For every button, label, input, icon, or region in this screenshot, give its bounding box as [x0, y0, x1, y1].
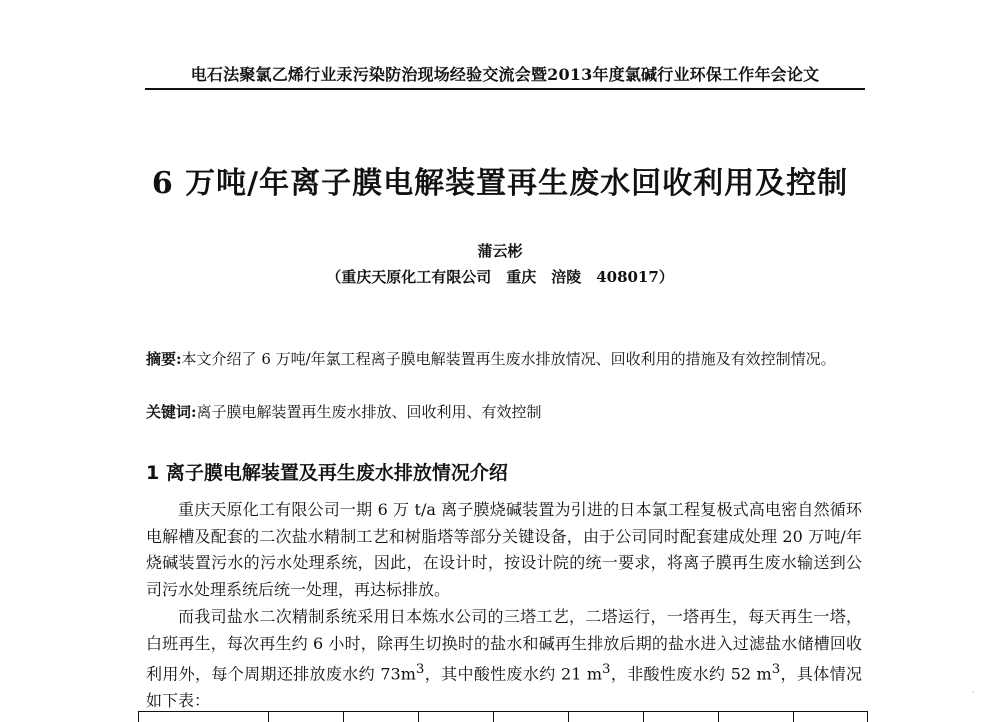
running-header: 电石法聚氯乙烯行业汞污染防治现场经验交流会暨2013年度氯碱行业环保工作年会论文	[190, 65, 820, 84]
superscript-1: 3	[415, 662, 425, 677]
table-top-edge	[138, 711, 868, 722]
abstract-text: 本文介绍了 6 万吨/年氯工程离子膜电解装置再生废水排放情况、回收利用的措施及有效控制情况。	[181, 350, 836, 368]
keywords	[146, 399, 862, 425]
superscript-3: 3	[771, 662, 781, 677]
keywords-text: 离子膜电解装置再生废水排放、回收利用、有效控制	[196, 403, 542, 421]
keywords-label: 关键词:	[146, 403, 197, 421]
abstract	[146, 346, 862, 372]
abstract-label: 摘要:	[146, 350, 182, 368]
paragraph-2-part-1: 而我司盐水二次精制系统采用日本炼水公司的三塔工艺，二塔运行，一塔再生，每天再生一塔，白班再生，每次再生约 6 小时，除再生切换时的盐水和碱再生排放后期的盐水进入过滤盐水储槽回收利用外，每个周期还排放废水约 73m	[146, 607, 862, 684]
superscript-2: 3	[602, 662, 611, 677]
paper-title: 6 万吨/年离子膜电解装置再生废水回收利用及控制	[151, 166, 849, 201]
section-heading: 1 离子膜电解装置及再生废水排放情况介绍	[146, 462, 508, 484]
paragraph-2-part-3: ，非酸性废水约 52 m	[610, 664, 772, 684]
header-rule	[145, 88, 865, 90]
paragraph-2-part-4: ，具体情况如下表：	[146, 664, 862, 710]
body-paragraph-2	[146, 604, 862, 714]
affiliation: （重庆天原化工有限公司 重庆 涪陵 408017）	[326, 268, 674, 286]
author: 蒲云彬	[477, 242, 523, 260]
paragraph-2-part-2: ，其中酸性废水约 21 m	[424, 664, 602, 684]
scan-speck: ·	[972, 688, 975, 697]
body-paragraph-1: 重庆天原化工有限公司一期 6 万 t/a 离子膜烧碱装置为引进的日本氯工程复极式高电密自然循环电解槽及配套的二次盐水精制工艺和树脂塔等部分关键设备，由于公司同时配套建成处理 20 万吨/年烧碱装置污水的污水处理系统，因此，在设计时，按设计院的统一要求，将离子膜再生废水输送到公司污水处理系统后统一处理，再达标排放。	[146, 500, 862, 599]
